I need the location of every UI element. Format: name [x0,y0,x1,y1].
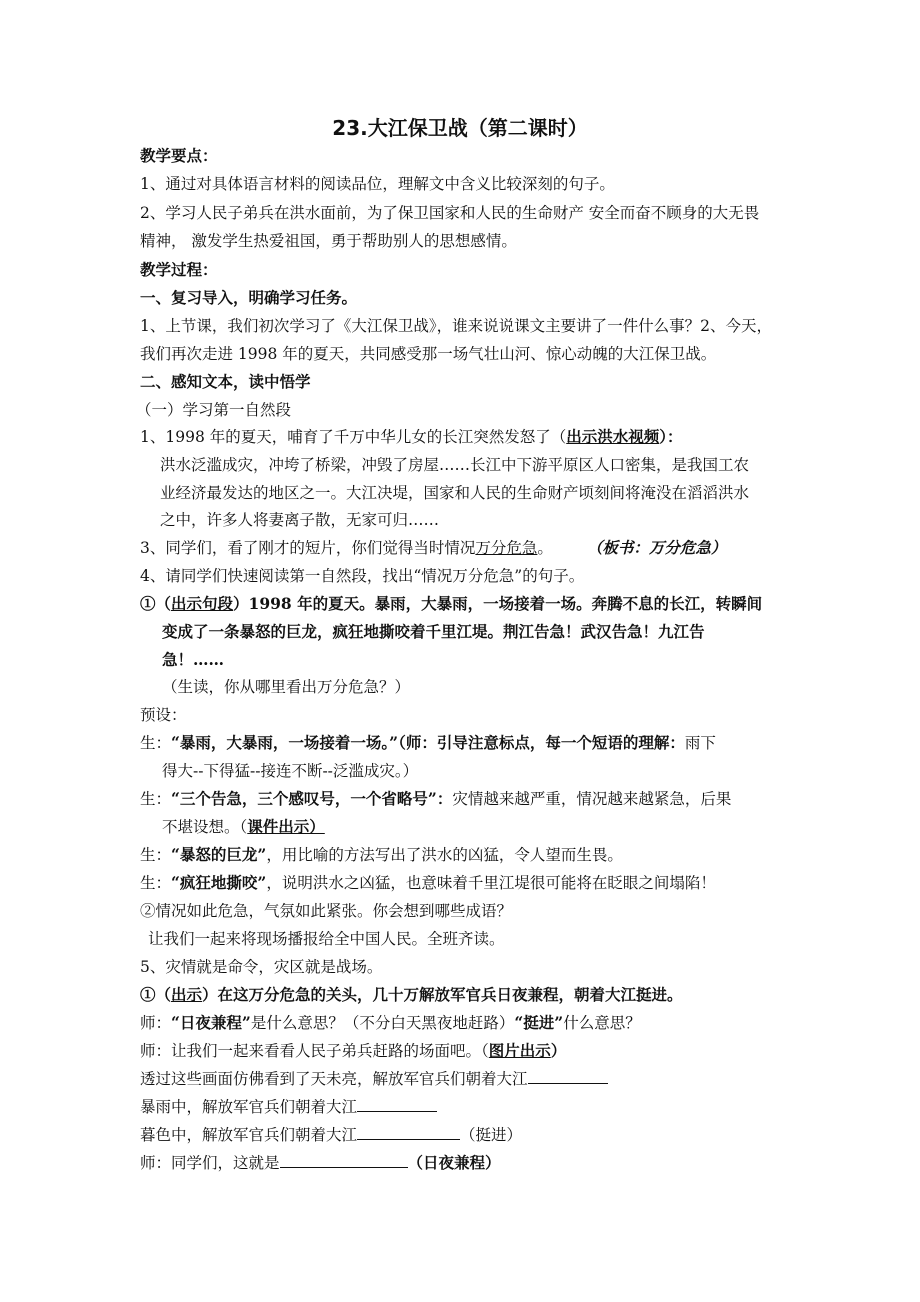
blackboard-note: （板书：万分危急） [586,538,727,557]
show-flood-video-label: 出示洪水视频 [566,427,660,446]
quote-1-line-1 [140,594,762,614]
student-answer-1-tail: 雨下 [684,734,716,752]
fill-blank-4-text: 师：同学们，这就是 [140,1154,280,1172]
student-answer-4-tail: ，说明洪水之凶猛，也意味着千里江堤很可能将在眨眼之间塌陷！ [266,874,716,892]
student-answer-3-bold: “暴怒的巨龙” [171,845,267,864]
picture-close: ） [550,1041,567,1060]
keyword-day-night: “日夜兼程” [171,1013,251,1032]
class-reading-prompt: 让我们一起来将现场播报给全中国人民。全班齐读。 [148,930,505,948]
answer-blank-4[interactable] [280,1152,408,1168]
quote-1-line-2: 变成了一条暴怒的巨龙，疯狂地撕咬着千里江堤。荆江告急！武汉告急！九江告 [162,622,705,641]
student-label: 生： [140,790,172,808]
student-answer-2 [140,789,731,809]
fill-blank-1 [140,1068,608,1089]
student-label: 生： [140,846,172,864]
student-answer-4-bold: “疯狂地撕咬” [171,873,267,892]
teacher-picture-prompt [140,1041,566,1061]
section-heading-process: 教学过程： [140,260,218,279]
fill-blank-3 [140,1124,522,1145]
key-point-2-cont: 精神， 激发学生热爱祖国，勇于帮助别人的思想感情。 [140,232,517,250]
answer-blank-1[interactable] [528,1068,608,1084]
fill-blank-4 [140,1152,501,1173]
teacher-question-1-tail: 什么意思？ [563,1014,641,1032]
student-answer-1-cont: 得大--下得猛--接连不断--泛滥成灾。） [162,762,419,780]
teacher-picture-text: 师：让我们一起来看看人民子弟兵赶路的场面吧。（ [140,1042,489,1060]
subsection-1-heading: （一）学习第一自然段 [136,401,292,419]
picture-show-label: 图片出示 [488,1041,551,1060]
fill-blank-3-text: 暮色中，解放军官兵们朝着大江 [140,1126,358,1144]
key-point-2: 2、学习人民子弟兵在洪水面前，为了保卫国家和人民的生命财产 安全而奋不顾身的大无畏 [140,204,760,222]
student-answer-2-tail: 灾情越来越严重，情况越来越紧急，后果 [452,790,732,808]
teacher-question-1-text: 是什么意思？（不分白天黑夜地赶路） [250,1014,515,1032]
quote-2-line [140,985,683,1005]
student-answer-2-cont [162,817,325,837]
lesson-title: 23.大江保卫战（第二课时） [332,116,588,140]
key-point-1: 1、通过对具体语言材料的阅读品位，理解文中含义比较深刻的句子。 [140,175,615,193]
student-answer-2-bold: “三个告急，三个感叹号，一个省略号”： [171,789,453,808]
paragraph-review-cont: 我们再次走进 1998 年的夏天，共同感受那一场气壮山河、惊心动魄的大江保卫战。 [140,345,717,363]
preset-label: 预设： [140,706,187,724]
quote-1-line-3: 急！…… [162,650,225,669]
fill-blank-2-text: 暴雨中，解放军官兵们朝着大江 [140,1098,358,1116]
show-label: 出示 [171,985,203,1004]
item-4-line: 4、请同学们快速阅读第一自然段，找出“情况万分危急”的句子。 [140,567,585,585]
item-5-line: 5、灾情就是命令，灾区就是战场。 [140,958,383,976]
item-3-line [140,538,726,558]
teacher-question-1 [140,1013,641,1033]
fill-blank-1-text: 透过这些画面仿佛看到了天未亮，解放军官兵们朝着大江 [140,1070,528,1088]
flood-description-1: 洪水泛滥成灾，冲垮了桥梁，冲毁了房屋……长江中下游平原区人口密集，是我国工农 [160,456,750,474]
fill-blank-3-answer: （挺进） [460,1126,523,1144]
keyword-advance: “挺进” [514,1013,564,1032]
quote-2-marker: ①（ [140,985,172,1004]
quote-2-text: ）在这万分危急的关头，几十万解放军官兵日夜兼程，朝着大江挺进。 [202,985,683,1004]
quote-1-text: ）1998 年的夏天。暴雨，大暴雨，一场接着一场。奔腾不息的长江，转瞬间 [233,594,763,613]
item-3-period: 。 [537,539,553,557]
item-1-text: 1、1998 年的夏天，哺育了千万中华儿女的长江突然发怒了（ [140,428,567,446]
urgent-keyword: 万分危急 [475,539,538,557]
student-reading-prompt: （生读，你从哪里看出万分危急？） [162,678,411,696]
item-1-close: ）： [659,427,683,446]
fill-blank-2 [140,1096,437,1117]
student-answer-4 [140,873,716,893]
flood-description-2: 业经济最发达的地区之一。大江决堤，国家和人民的生命财产顷刻间将淹没在滔滔洪水 [160,484,750,502]
courseware-label: 课件出示） [247,817,325,836]
show-passage-label: 出示句段 [171,594,234,613]
item-3-text: 3、同学们，看了刚才的短片，你们觉得当时情况 [140,539,476,557]
flood-description-3: 之中，许多人将妻离子散，无家可归…… [160,511,440,529]
student-answer-3 [140,845,623,865]
section-heading-key-points: 教学要点： [140,146,218,165]
paragraph-review: 1、上节课，我们初次学习了《大江保卫战》，谁来说说课文主要讲了一件什么事？2、今天， [140,317,772,335]
student-label: 生： [140,874,172,892]
student-answer-2-cont-text: 不堪设想。（ [162,818,248,836]
step-1-heading: 一、复习导入，明确学习任务。 [140,288,358,307]
student-answer-1-bold: “暴雨，大暴雨，一场接着一场。”（师：引导注意标点，每一个短语的理解： [171,733,685,752]
student-answer-3-tail: ，用比喻的方法写出了洪水的凶猛，令人望而生畏。 [266,846,623,864]
answer-blank-2[interactable] [357,1096,437,1112]
student-label: 生： [140,734,172,752]
answer-blank-3[interactable] [357,1124,460,1140]
student-answer-1 [140,733,716,753]
teacher-label: 师： [140,1014,172,1032]
item-1-line [140,427,683,447]
idiom-prompt: ②情况如此危急，气氛如此紧张。你会想到哪些成语？ [140,902,513,920]
quote-1-marker: ①（ [140,594,172,613]
fill-blank-4-answer: （日夜兼程） [407,1153,501,1172]
step-2-heading: 二、感知文本，读中悟学 [140,372,311,391]
